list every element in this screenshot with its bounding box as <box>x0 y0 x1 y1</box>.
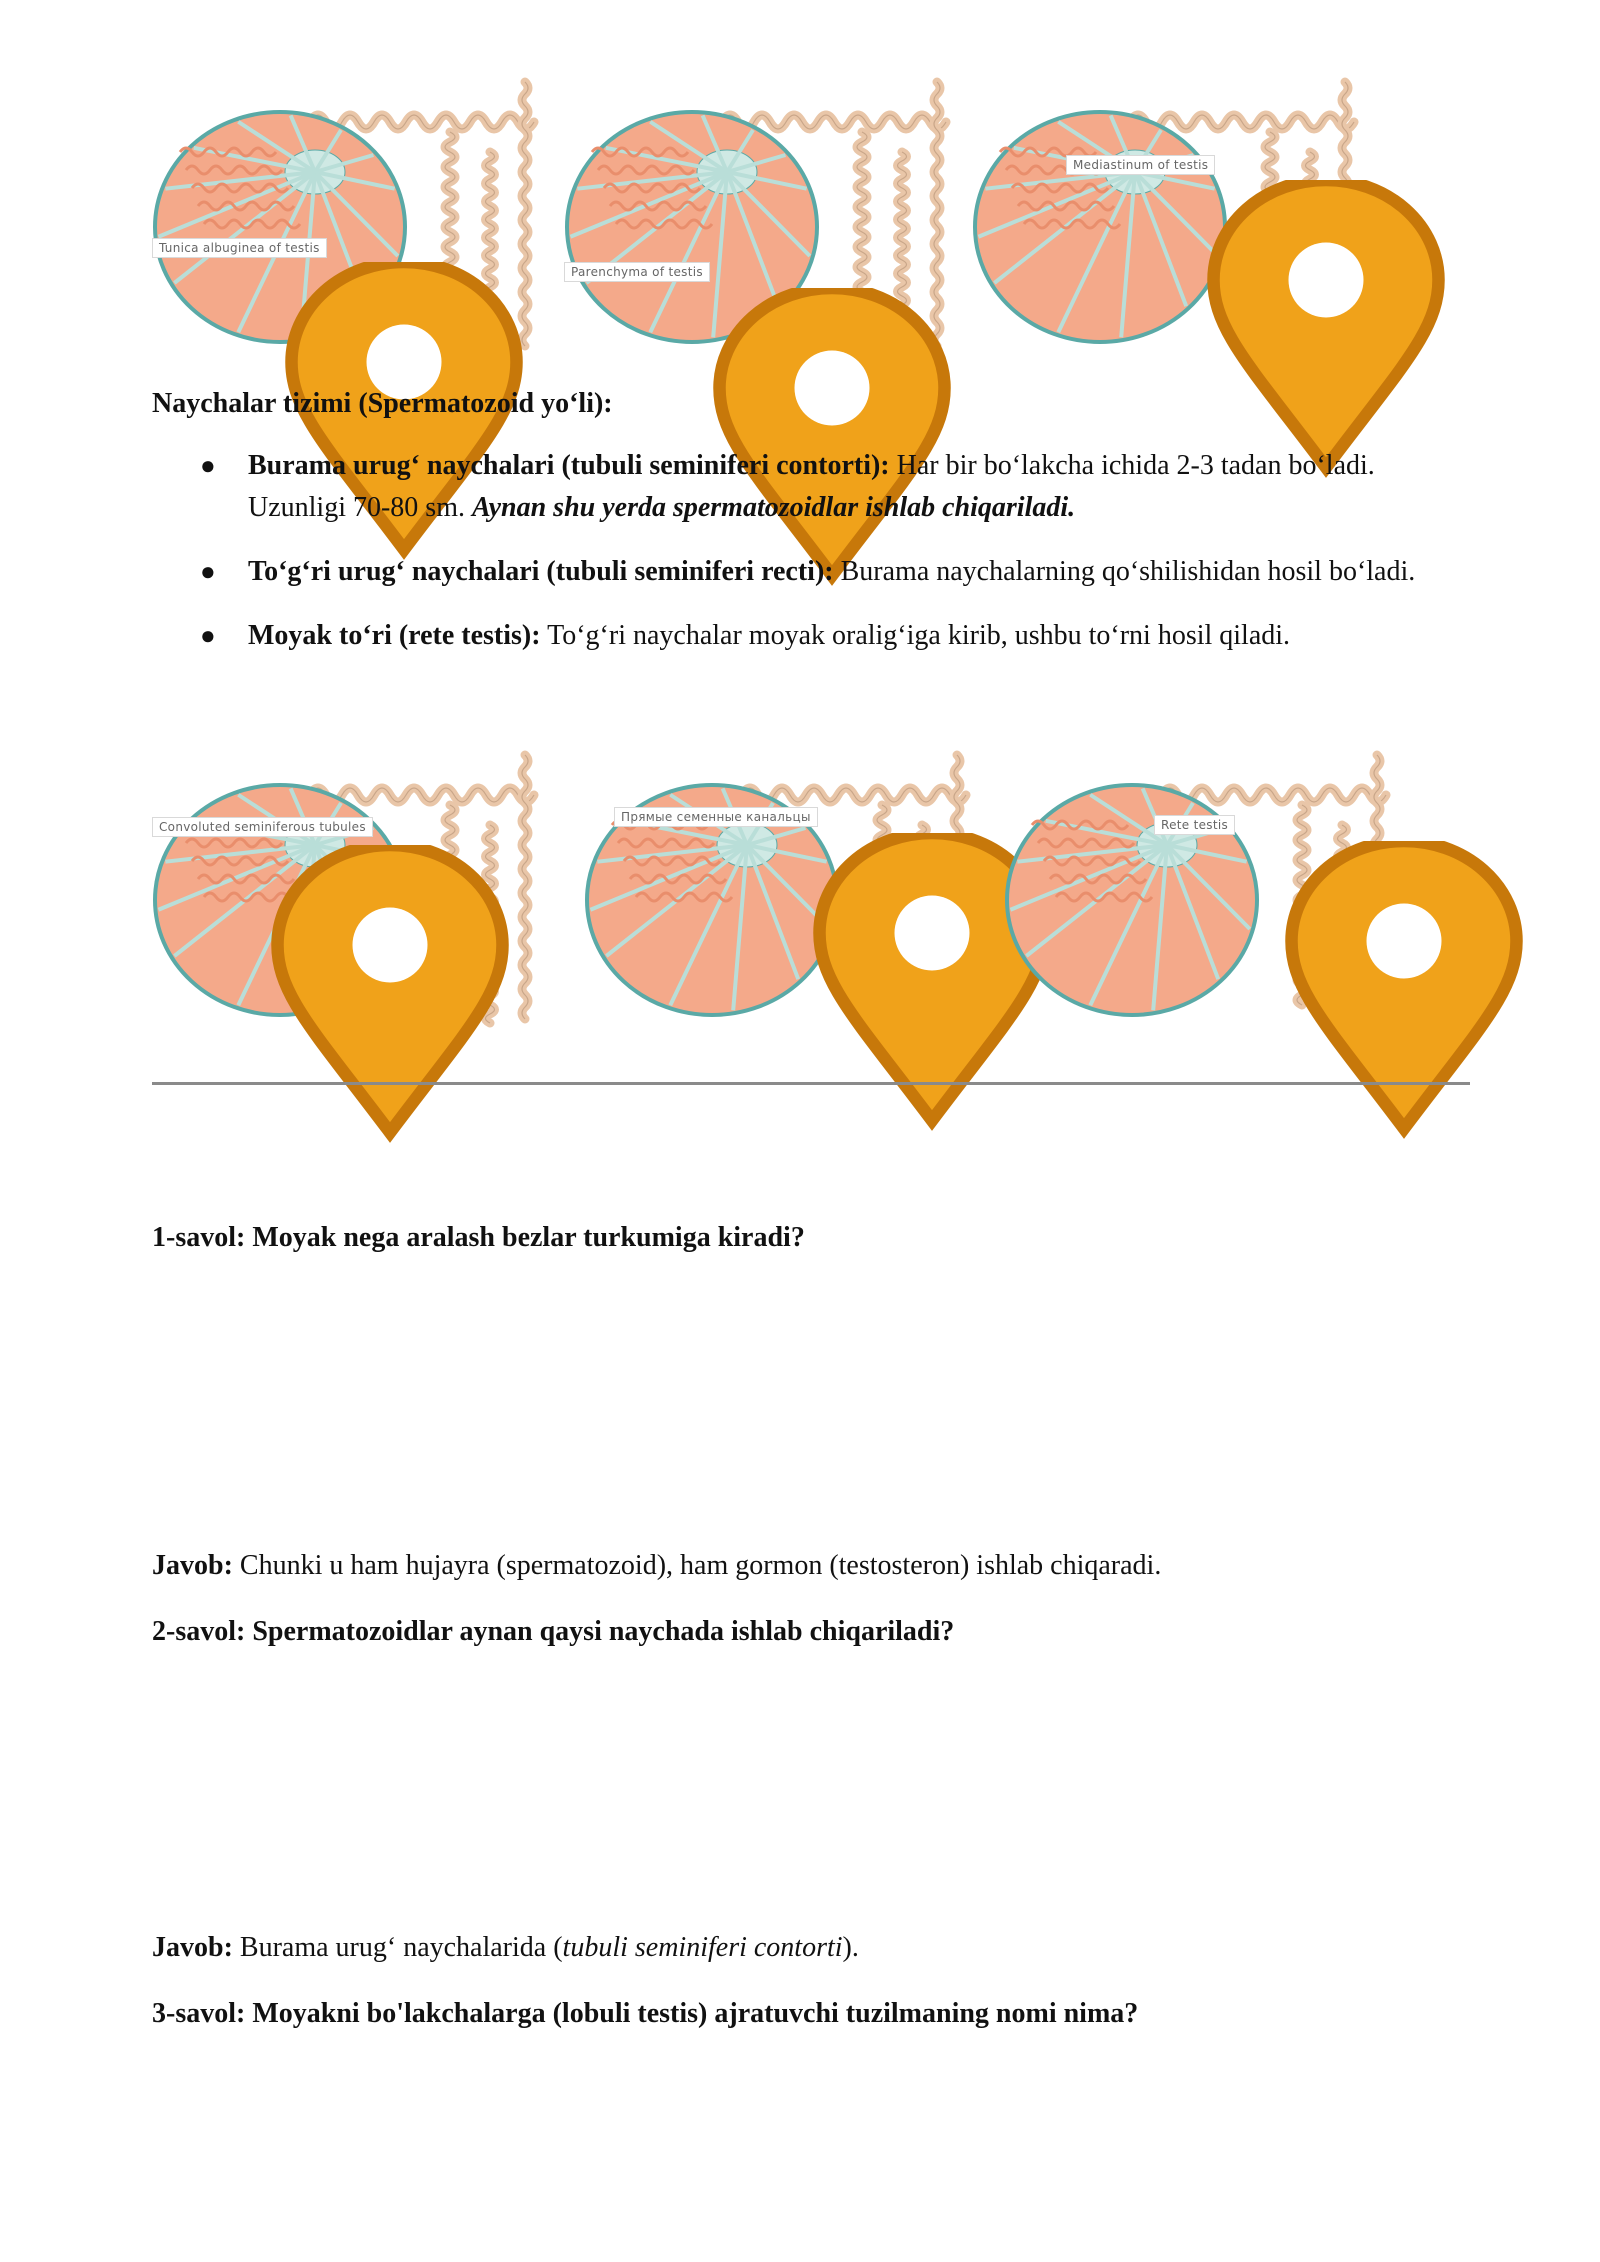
testis-figure-rete <box>1002 735 1422 1035</box>
figure-label: Convoluted seminiferous tubules <box>152 817 373 837</box>
testis-figure-parenchyma <box>562 62 982 362</box>
testis-figure-convoluted <box>150 735 570 1035</box>
figure-row-2 <box>150 735 1490 1035</box>
answer-2: Javob: Burama urug‘ naychalarida (tubuli seminiferi contorti). <box>152 1932 859 1963</box>
figure-label: Mediastinum of testis <box>1066 155 1215 175</box>
section-title: Naychalar tizimi (Spermatozoid yo‘li): <box>152 388 613 419</box>
horizontal-divider <box>152 1082 1470 1085</box>
testis-figure-mediastinum <box>970 62 1390 362</box>
item-term: To‘g‘ri urug‘ naychalari (tubuli seminiferi recti): <box>248 556 834 587</box>
list-item <box>152 445 1452 529</box>
location-pin-icon <box>1116 180 1536 480</box>
location-pin-icon <box>1194 841 1600 1141</box>
list-item <box>152 551 1452 593</box>
item-text: To‘g‘ri naychalar moyak oralig‘iga kirib, ushbu to‘rni hosil qiladi. <box>540 620 1291 651</box>
figure-label: Прямые семенные канальцы <box>614 807 818 827</box>
figure-label: Rete testis <box>1154 815 1235 835</box>
question-1: 1-savol: Moyak nega aralash bezlar turkumiga kiradi? <box>152 1222 805 1253</box>
item-term: Burama urug‘ naychalari (tubuli seminiferi contorti): <box>248 450 890 481</box>
testis-figure-recti <box>582 735 1002 1035</box>
bullet-icon: ● <box>200 451 216 480</box>
item-emphasis: Aynan shu yerda spermatozoidlar ishlab chiqariladi. <box>472 492 1076 523</box>
bullet-icon: ● <box>200 557 216 586</box>
bullet-icon: ● <box>200 621 216 650</box>
item-term: Moyak to‘ri (rete testis): <box>248 620 541 651</box>
figure-label: Tunica albuginea of testis <box>152 238 327 258</box>
tubule-list <box>152 445 1452 679</box>
figure-row-1 <box>150 62 1490 362</box>
list-item <box>152 615 1452 657</box>
location-pin-icon <box>180 845 600 1145</box>
item-text: Burama naychalarning qo‘shilishidan hosil bo‘ladi. <box>833 556 1416 587</box>
answer-1: Javob: Chunki u ham hujayra (spermatozoid), ham gormon (testosteron) ishlab chiqaradi. <box>152 1550 1162 1581</box>
testis-figure-tunica <box>150 62 570 362</box>
item-text: Har bir bo‘lakcha ichida 2-3 tadan bo‘ladi. Uzunligi 70-80 sm. <box>248 450 1375 523</box>
question-2: 2-savol: Spermatozoidlar aynan qaysi naychada ishlab chiqariladi? <box>152 1616 955 1647</box>
figure-label: Parenchyma of testis <box>564 262 710 282</box>
question-3: 3-savol: Moyakni bo'lakchalarga (lobuli testis) ajratuvchi tuzilmaning nomi nima? <box>152 1998 1139 2029</box>
